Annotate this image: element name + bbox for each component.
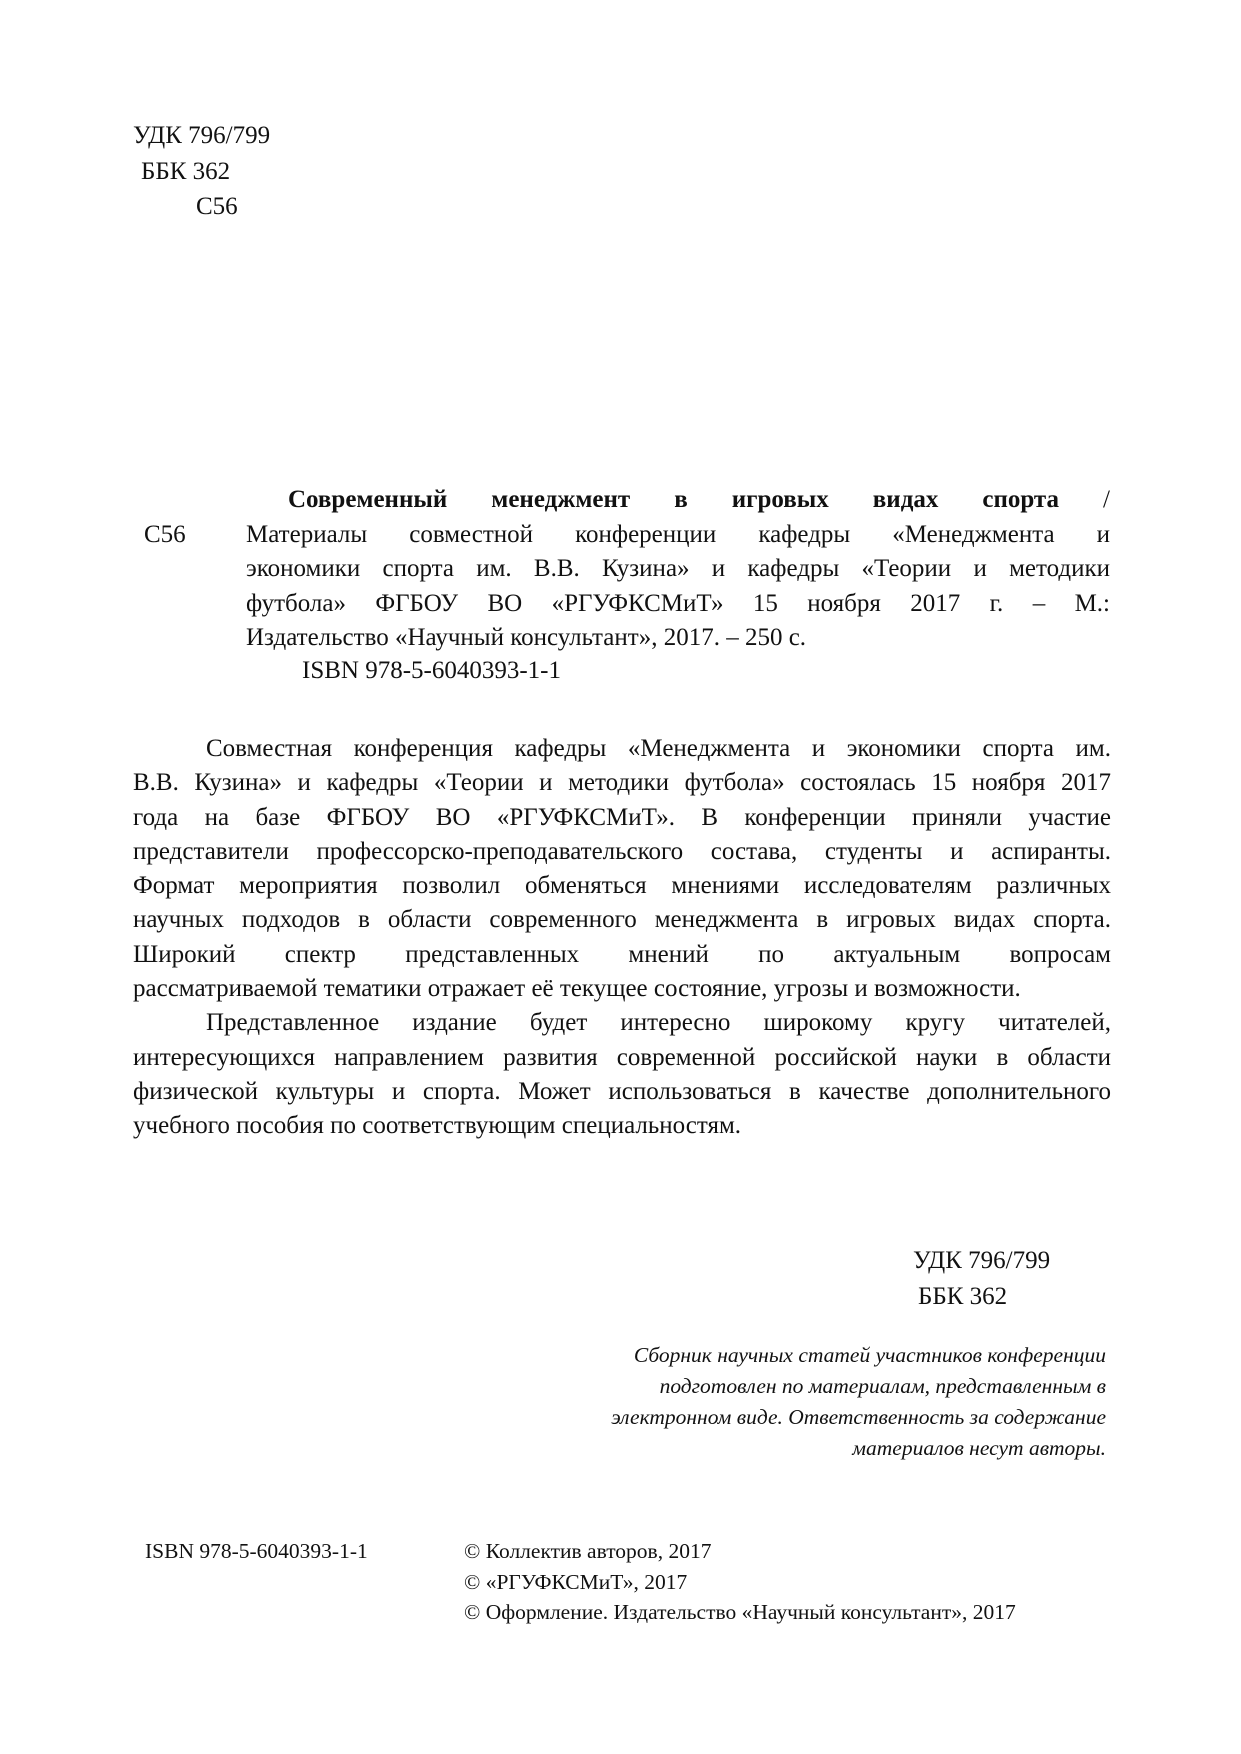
annotation [133,732,1111,1144]
annotation-line: Формат мероприятия позволил обменяться мнениями исследователям различных [133,872,1111,900]
book-title: Современный менеджмент в игровых видах спорта [288,486,1060,513]
annotation-line: Широкий спектр представленных мнений по актуальным вопросам [133,940,1111,968]
annotation-line: интересующихся направлением развития современной российской науки в области [133,1043,1111,1071]
annotation-line: научных подходов в области современного менеджмента в игровых видах спорта. [133,906,1111,934]
annotation-line: рассматриваемой тематики отражает её текущее состояние, угрозы и возможности. [133,975,1021,1003]
copyright-line: © Коллектив авторов, 2017 [464,1539,712,1563]
isbn-bottom: ISBN 978-5-6040393-1-1 [145,1539,368,1563]
note-line: подготовлен по материалам, представленным в [659,1374,1106,1398]
catalog-entry [246,483,1110,656]
udk-code-bottom: УДК 796/799 [913,1247,1051,1274]
copyright-list [464,1536,1016,1628]
catalog-title-line [246,483,1110,518]
author-sign-entry: С56 [144,521,186,548]
annotation-line: учебного пособия по соответствующим специальностям. [133,1112,742,1140]
annotation-line: В.В. Кузина» и кафедры «Теории и методики футбола» состоялась 15 ноября 2017 [133,769,1111,797]
note-line: материалов несут авторы. [852,1436,1106,1460]
note-line: Сборник научных статей участников конференции [633,1343,1106,1367]
bbk-code-bottom: ББК 362 [918,1283,1008,1310]
annotation-line: представители профессорско-преподавательского состава, студенты и аспиранты. [133,837,1111,865]
responsibility-note [526,1340,1106,1464]
copyright-line: © «РГУФКСМиТ», 2017 [464,1569,688,1594]
copyright-line: © Оформление. Издательство «Научный консультант», 2017 [464,1600,1016,1624]
author-sign-top: С56 [196,193,238,220]
annotation-line: года на базе ФГБОУ ВО «РГУФКСМиТ». В конференции приняли участие [133,803,1111,831]
catalog-line: Издательство «Научный консультант», 2017. – 250 с. [246,624,807,651]
catalog-line: экономики спорта им. В.В. Кузина» и кафедры «Теории и методики [246,555,1110,582]
isbn-entry: ISBN 978-5-6040393-1-1 [302,657,562,684]
annotation-line: Представленное издание будет интересно широкому кругу читателей, [206,1009,1111,1037]
annotation-line: физической культуры и спорта. Может использоваться в качестве дополнительного [133,1077,1111,1105]
annotation-line: Совместная конференция кафедры «Менеджмента и экономики спорта им. [206,735,1111,762]
catalog-line: Материалы совместной конференции кафедры «Менеджмента и [246,520,1110,548]
note-line: электронном виде. Ответственность за содержание [611,1405,1106,1429]
catalog-line: футбола» ФГБОУ ВО «РГУФКСМиТ» 15 ноября 2017 г. – М.: [246,589,1110,617]
title-separator: / [1059,486,1110,513]
udk-code-top: УДК 796/799 [133,122,271,149]
bbk-code-top: ББК 362 [141,158,231,185]
